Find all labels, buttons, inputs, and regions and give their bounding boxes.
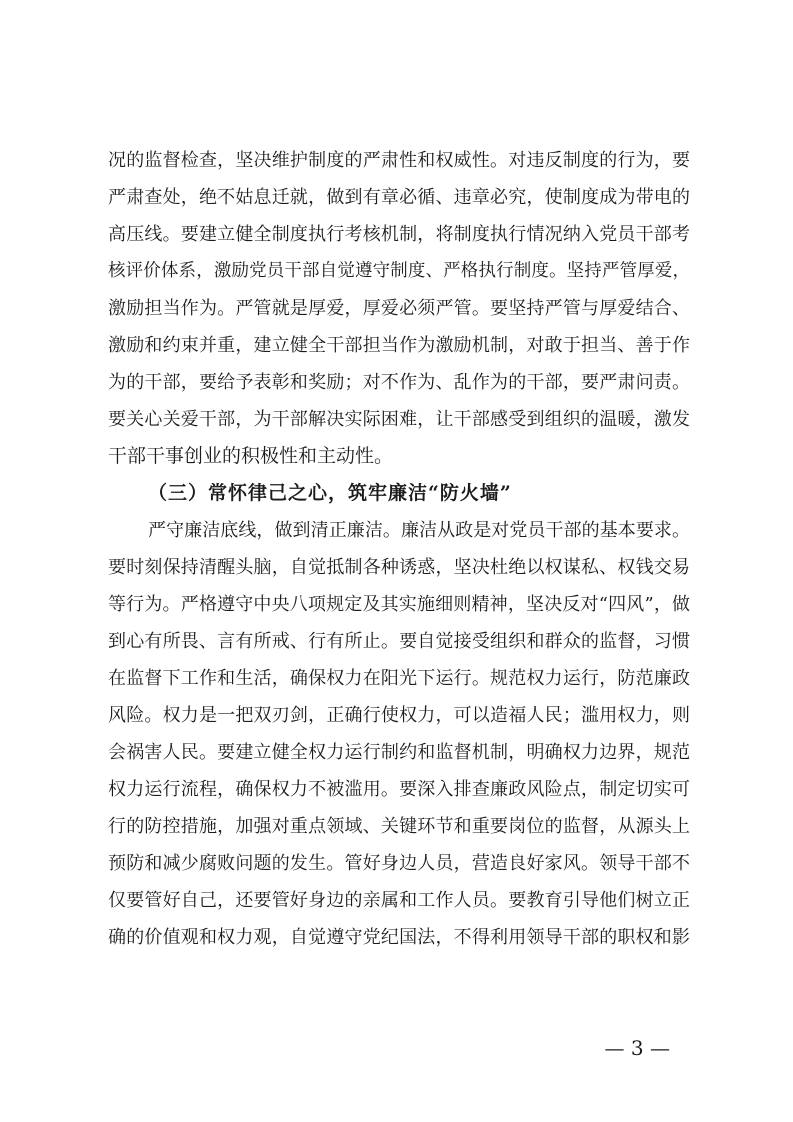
page-number: — 3 —	[604, 1036, 670, 1060]
text-line: 为的干部，要给予表彰和奖励；对不作为、乱作为的干部，要严肃问责。	[108, 372, 690, 393]
text-line: 行的防控措施，加强对重点领域、关键环节和重要岗位的监督，从源头上	[108, 816, 690, 837]
paragraph	[108, 142, 690, 475]
text-line: 高压线。要建立健全制度执行考核机制，将制度执行情况纳入党员干部考	[108, 224, 690, 245]
text-line: 在监督下工作和生活，确保权力在阳光下运行。规范权力运行，防范廉政	[108, 668, 690, 689]
text-line: 会祸害人民。要建立健全权力运行制约和监督机制，明确权力边界，规范	[108, 742, 690, 763]
text-line: 况的监督检查，坚决维护制度的严肃性和权威性。对违反制度的行为，要	[108, 150, 690, 171]
text-line: 要时刻保持清醒头脑，自觉抵制各种诱惑，坚决杜绝以权谋私、权钱交易	[108, 557, 690, 578]
text-line: 到心有所畏、言有所戒、行有所止。要自觉接受组织和群众的监督，习惯	[108, 631, 690, 652]
text-line: 严肃查处，绝不姑息迁就，做到有章必循、违章必究，使制度成为带电的	[108, 187, 690, 208]
text-line: 权力运行流程，确保权力不被滥用。要深入排查廉政风险点，制定切实可	[108, 779, 690, 800]
section-heading: （三）常怀律己之心，筑牢廉洁“防火墙”	[148, 482, 512, 504]
text-line: 核评价体系，激励党员干部自觉遵守制度、严格执行制度。坚持严管厚爱，	[108, 261, 690, 281]
text-line: 仅要管好自己，还要管好身边的亲属和工作人员。要教育引导他们树立正	[108, 890, 690, 911]
text-line: 预防和减少腐败问题的发生。管好身边人员，营造良好家风。领导干部不	[108, 853, 690, 874]
text-line: 风险。权力是一把双刃剑，正确行使权力，可以造福人民；滥用权力，则	[108, 705, 690, 726]
text-line: 干部干事创业的积极性和主动性。	[108, 445, 394, 467]
paragraph	[108, 512, 690, 956]
text-line: 要关心关爱干部，为干部解决实际困难，让干部感受到组织的温暖，激发	[108, 409, 690, 430]
text-line: 激励担当作为。严管就是厚爱，厚爱必须严管。要坚持严管与厚爱结合、	[108, 298, 690, 319]
text-line: 激励和约束并重，建立健全干部担当作为激励机制，对敢于担当、善于作	[108, 335, 690, 356]
text-line: 等行为。严格遵守中央八项规定及其实施细则精神，坚决反对“四风”，做	[108, 594, 690, 615]
text-line: 严守廉洁底线，做到清正廉洁。廉洁从政是对党员干部的基本要求。	[148, 520, 690, 541]
text-line: 确的价值观和权力观，自觉遵守党纪国法，不得利用领导干部的职权和影	[108, 927, 690, 948]
body-text	[108, 142, 690, 956]
